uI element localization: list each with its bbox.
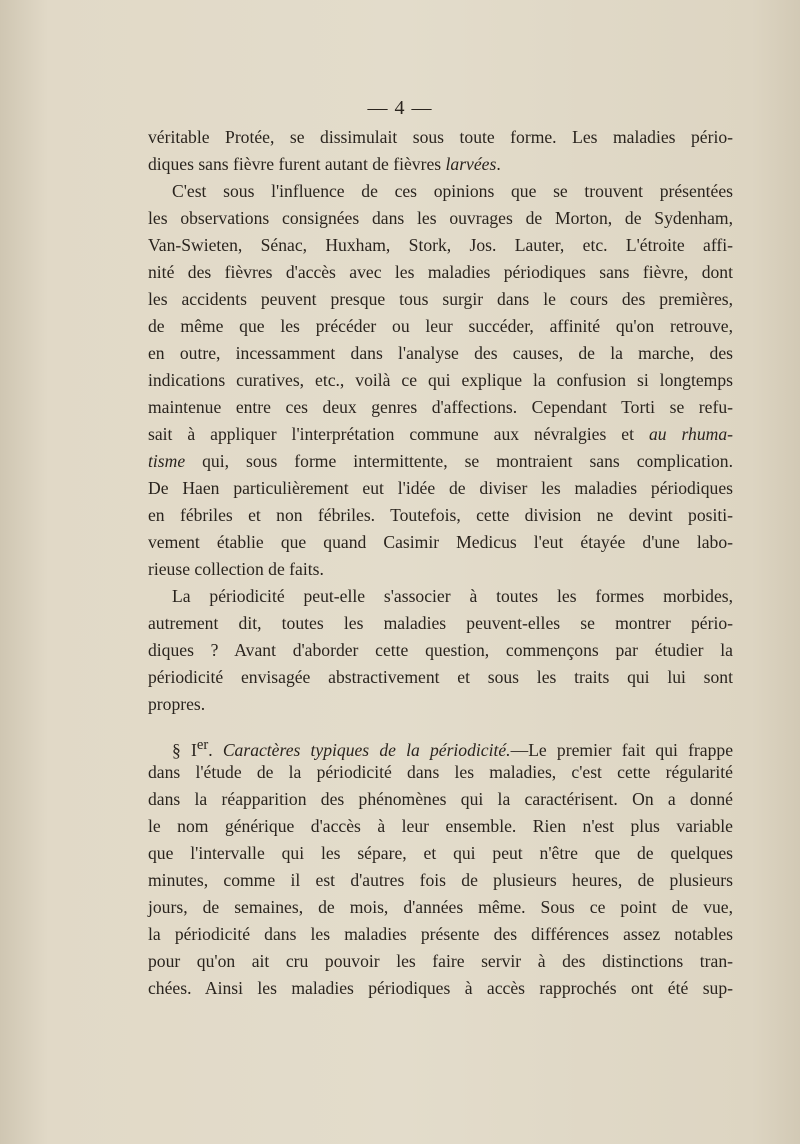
paragraph-1-line: véritable Protée, se dissimulait sous toute forme. Les maladies pério- [148, 127, 733, 147]
paragraph-2-line [148, 421, 733, 448]
paragraph-1-line [148, 151, 733, 178]
paragraph-4-line [148, 732, 733, 759]
paragraph-2-line [148, 448, 733, 475]
paragraph-2-line: rieuse collection de faits. [148, 559, 324, 579]
paragraph-2-line: maintenue entre ces deux genres d'affections. Cependant Torti se refu- [148, 397, 733, 417]
text-segment: . [496, 154, 501, 174]
text-segment: er [196, 737, 209, 753]
paragraph-2-line: indications curatives, etc., voilà ce qui explique la confusion si longtemps [148, 370, 733, 390]
paragraph-4-line: dans l'étude de la périodicité dans les maladies, c'est cette régularité [148, 762, 733, 782]
paragraph-2-line: en fébriles et non fébriles. Toutefois, cette division ne devint positi- [148, 505, 733, 525]
paragraph-3-line: La périodicité peut-elle s'associer à toutes les formes morbides, [172, 586, 733, 606]
paragraph-2-line: C'est sous l'influence de ces opinions que se trouvent présentées [172, 181, 733, 201]
paragraph-2-line: les observations consignées dans les ouvrages de Morton, de Sydenham, [148, 208, 733, 228]
section-gap [148, 718, 733, 732]
text-segment: . [208, 739, 223, 760]
paragraph-2-line: vement établie que quand Casimir Medicus l'eut étayée d'une labo- [148, 532, 733, 552]
paragraph-4-line: minutes, comme il est d'autres fois de plusieurs heures, de plusieurs [148, 870, 733, 890]
paragraph-2-line: Van-Swieten, Sénac, Huxham, Stork, Jos. Lauter, etc. L'étroite affi- [148, 235, 733, 255]
paragraph-2-line: de même que les précéder ou leur succéder, affinité qu'on retrouve, [148, 316, 733, 336]
text-segment: § I [172, 739, 197, 760]
page-number: — 4 — [367, 97, 433, 119]
text-segment: sait à appliquer l'interprétation commune aux névralgies et [148, 424, 649, 444]
paragraph-4-line: que l'intervalle qui les sépare, et qui peut n'être que de quelques [148, 843, 733, 863]
text-segment: qui, sous forme intermittente, se montraient sans complication. [185, 451, 733, 471]
paragraph-4-line: la périodicité dans les maladies présente des différences assez notables [148, 924, 733, 944]
paragraph-4-line: le nom générique d'accès à leur ensemble. Rien n'est plus variable [148, 816, 733, 836]
paragraph-4-line: chées. Ainsi les maladies périodiques à accès rapprochés ont été sup- [148, 978, 733, 998]
paragraph-4-line: dans la réapparition des phénomènes qui la caractérisent. On a donné [148, 789, 733, 809]
text-segment: —Le premier fait qui frappe [510, 739, 734, 760]
paragraph-4-line: jours, de semaines, de mois, d'années même. Sous ce point de vue, [148, 897, 733, 917]
paragraph-2-line: en outre, incessamment dans l'analyse des causes, de la marche, des [148, 343, 733, 363]
text-segment: Caractères typiques de la périodicité. [222, 739, 511, 760]
paragraph-3-line: propres. [148, 694, 206, 714]
text-segment: au rhuma- [648, 424, 733, 444]
paragraph-4-line: pour qu'on ait cru pouvoir les faire servir à des distinctions tran- [148, 951, 733, 971]
paragraph-3-line: diques ? Avant d'aborder cette question, commençons par étudier la [148, 640, 733, 660]
paragraph-2-line: nité des fièvres d'accès avec les maladies périodiques sans fièvre, dont [148, 262, 733, 282]
paragraph-3-line: autrement dit, toutes les maladies peuvent-elles se montrer pério- [148, 613, 733, 633]
paragraph-2-line: les accidents peuvent presque tous surgir dans le cours des premières, [148, 289, 733, 309]
text-segment: larvées [445, 154, 497, 174]
text-segment: diques sans fièvre furent autant de fièvres [148, 154, 446, 174]
paragraph-3-line: périodicité envisagée abstractivement et sous les traits qui lui sont [148, 667, 733, 687]
page-text [148, 124, 733, 1002]
text-segment: tisme [148, 451, 186, 471]
paragraph-2-line: De Haen particulièrement eut l'idée de diviser les maladies périodiques [148, 478, 733, 498]
